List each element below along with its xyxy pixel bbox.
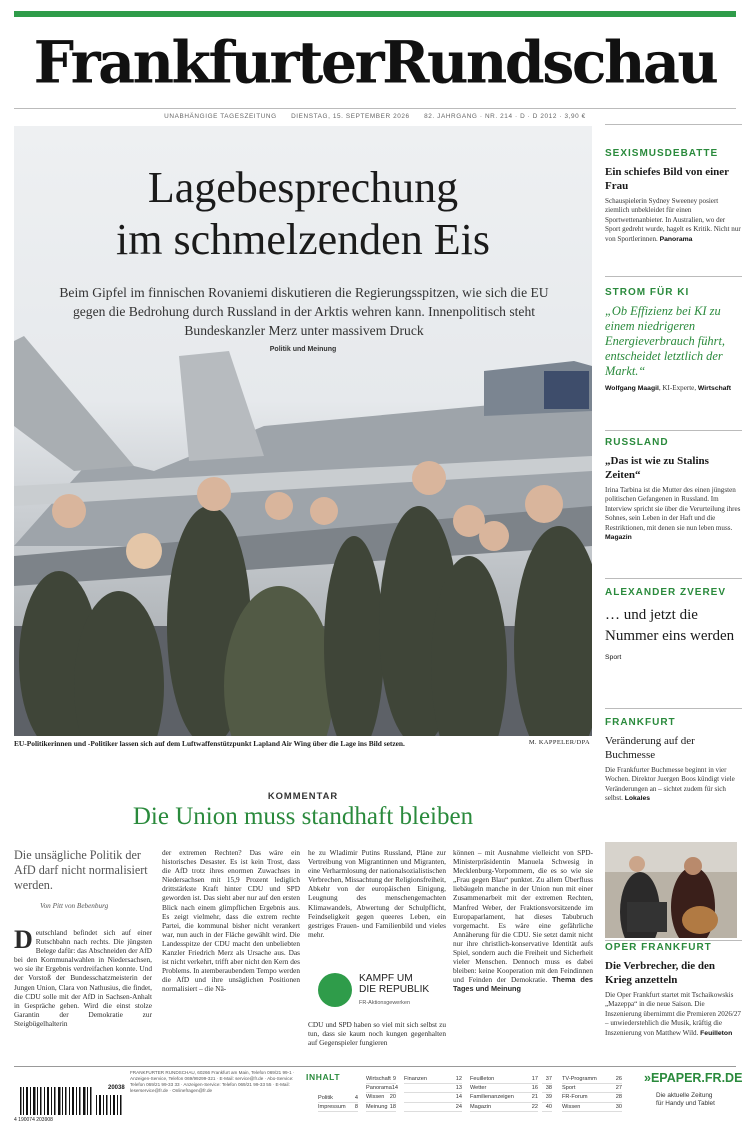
sidebar-text — [605, 991, 742, 1038]
inhalt-label: INHALT — [306, 1072, 341, 1082]
sidebar-text — [605, 486, 742, 542]
sidebar-divider — [605, 708, 742, 709]
index-page: 13 — [455, 1085, 462, 1092]
index-entry[interactable] — [470, 1103, 538, 1112]
dateline-tagline: UNABHÄNGIGE TAGESZEITUNG — [164, 113, 277, 120]
index-label: Wirtschaft — [366, 1076, 391, 1082]
index-page: 24 — [455, 1103, 462, 1110]
index-entry[interactable] — [542, 1084, 552, 1093]
sidebar-divider — [605, 430, 742, 431]
index-page: 40 — [545, 1103, 552, 1110]
sidebar-body: Die Frankfurter Buchmesse beginnt in vier Wochen. Direktor Juergen Boos kündigt viele Veränderungen an – sichtet zudem für sich selbst. — [605, 766, 735, 803]
sidebar-ref: Sport — [605, 654, 622, 661]
sidebar-headline: … und jetzt die Nummer eins werden — [605, 607, 735, 644]
index-column-5 — [542, 1075, 552, 1112]
sidebar-headline: Die Verbrecher, die den Krieg anzetteln — [605, 960, 715, 986]
kampf-um-die-republik-logo[interactable] — [318, 973, 446, 1011]
kommentar-col4-text: können – mit Ausnahme vielleicht von SPD-Ministerpräsidentin Manuela Schwesig in Mecklenburg-Vorpommern, die es so wie sie „Frau gegen Blau“ punktet. Zu allem Überfluss liebäugeln manche in der Union nun mit einer Zusammenarbeit mit der extremen Rechten, Manfred Weber, der Fraktionsvorsitzende im Europaparlament, hat dieses Tabubruch vorgemacht. Es wäre eine gefährliche Annäherung für die CDU. Sie setzt damit nicht nur ihre christlich-konservative Identität aufs Spiel, sondern auch die Freiheit und Sicherheit vieler Menschen. Dennoch muss es dabei bleiben: keine Kooperation mit den Feindinnen und Feinden der Demokratie. — [453, 848, 593, 985]
index-entry[interactable] — [470, 1075, 538, 1084]
index-entry[interactable] — [470, 1093, 538, 1102]
index-entry[interactable] — [404, 1093, 462, 1102]
kommentar-headline[interactable]: Die Union muss standhaft bleiben — [132, 803, 474, 830]
sidebar-divider — [605, 578, 742, 579]
sidebar-ref: Panorama — [659, 235, 693, 243]
sidebar-item-zverev[interactable] — [605, 587, 742, 662]
index-label: Feuilleton — [470, 1076, 495, 1082]
index-label: Impressum — [318, 1104, 346, 1111]
hero-headline-line2: im schmelzenden Eis — [116, 215, 490, 264]
barcode-digits: 4 190074 203908 — [14, 1117, 53, 1123]
index-label: Wissen — [562, 1103, 581, 1110]
index-page: 21 — [531, 1094, 538, 1101]
kommentar-column-3b: CDU und SPD haben so viel mit sich selbst zu tun, dass sie kaum noch kungen gegenhalten auf Gegenspieler fungieren — [308, 1020, 446, 1048]
index-page: 17 — [531, 1076, 538, 1082]
photo-credit: M. KAPPELER/DPA — [528, 739, 590, 746]
index-entry[interactable] — [562, 1084, 622, 1093]
index-page: 4 — [354, 1095, 358, 1101]
dropcap: D — [14, 925, 33, 954]
sidebar-quote: „Ob Effizienz bei KI zu einem niedrigeren Energieverbrauch führt, entscheidet letztlich der Markt.“ — [605, 304, 725, 378]
sidebar-ref: Wirtschaft — [697, 385, 732, 392]
sidebar-item-frankfurt[interactable] — [605, 717, 742, 804]
hero-headline-line1: Lagebesprechung — [147, 163, 459, 212]
index-entry[interactable] — [404, 1084, 462, 1093]
index-entry[interactable] — [562, 1103, 622, 1112]
kommentar-col1-text: eutschland befindet sich auf einer Rutschbahn nach rechts. Die jüngsten Belege dafür: das Abschneiden der AfD bei den Kommunalwahlen in Niedersachsen, wo sie ihr Ergebnis verdreifachen konnte. Und der Vorstoß der Bundesschatzmeisterin der Jungen Union, Clara von Nathusius, die findet, die CDU solle mit der AfD in Sachsen-Anhalt in Gespräche gehen. Wird die einst stolze Garantin der Demokratie zur Steigbügelhalterin — [14, 928, 152, 1028]
epaper-arrow-icon: » — [644, 1071, 651, 1085]
sidebar-text — [605, 766, 742, 804]
sidebar-kicker: FRANKFURT — [605, 717, 676, 728]
index-label: Meinung — [366, 1103, 388, 1110]
index-label: Finanzen — [404, 1076, 428, 1082]
index-page: 37 — [545, 1076, 552, 1082]
epaper-sub-line1: Die aktuelle Zeitung — [656, 1092, 713, 1099]
epaper-subtext — [656, 1092, 715, 1108]
kommentar-column-3 — [308, 848, 446, 939]
photo-caption — [14, 739, 592, 748]
barcode-icon — [18, 1087, 126, 1119]
dateline — [0, 113, 750, 120]
index-column-6 — [562, 1075, 622, 1112]
sidebar-body: Die Oper Frankfurt startet mit Tschaikowskis „Mazeppa“ in die neue Saison. Die Inszenierung übernimmt die Premieren 2026/27 – unwiederstehlich die Musik, kräftig die Inszenierung von Matthew Wild. — [605, 991, 741, 1037]
index-entry[interactable] — [366, 1103, 396, 1112]
dateline-date: DIENSTAG, 15. SEPTEMBER 2026 — [291, 113, 410, 120]
sidebar-ref: Lokales — [624, 795, 651, 803]
index-entry[interactable] — [404, 1103, 462, 1112]
index-label: Familienanzeigen — [470, 1094, 514, 1101]
republik-emblem-icon — [318, 973, 352, 1007]
epaper-link[interactable] — [644, 1071, 742, 1085]
hero-deck: Beim Gipfel im finnischen Rovaniemi diskutieren die Regierungsspitzen, wie sich die EU gegen die Bedrohung durch Russland in der Arktis wehren kann. Innenpolitisch steht Bundeskanzler Merz unter massivem Druck — [59, 285, 549, 338]
index-page: 12 — [455, 1076, 462, 1082]
index-page: 38 — [545, 1085, 552, 1092]
logo-line1: KAMPF UM — [359, 973, 413, 984]
sidebar-divider — [605, 276, 742, 277]
index-page: 14 — [455, 1094, 462, 1101]
index-column-2 — [366, 1075, 399, 1112]
index-page: 18 — [389, 1103, 396, 1110]
kommentar-column-2: der extremen Rechten? Das wäre ein historisches Desaster. Es ist kein Trost, dass die AfD trotz ihres enormen Zuwachses in Niedersachsen mit 15,9 Prozent lediglich drittstärkste Kraft hinter CDU und SPD geworden ist. Das sieht aber nur auf den ersten Blick nach einem glimpflichen Ergebnis aus. Es zeigt vielmehr, dass die extrem rechte Partei, die kommunal bisher nicht verankert war, nun auch in der Fläche gewählt wird. Die Landesspitze der CDU macht den unbeliebten Kanzler Friedrich Merz als Ursache aus. Das ist nicht verkehrt, trifft aber nicht den Kern des Problems. In atemberaubendem Tempo werden die AfD und ihre unsäglichen Positionen normalisiert – die Nä- — [162, 848, 300, 994]
logo-subtext: FR-Aktionsgewerken — [359, 1000, 411, 1006]
index-entry[interactable] — [366, 1084, 399, 1093]
sidebar-body: Irina Tarbina ist die Mutter des einen jüngsten politischen Gefangenen in Russland. Im Interview spricht sie über die Verurteilung ihres Sohnes, sein Leben in der Haft und die Restriktionen, mit denen sie nun leben muss. — [605, 486, 741, 532]
index-page: 8 — [354, 1104, 358, 1111]
sidebar-headline: Veränderung auf der Buchmesse — [605, 735, 695, 761]
sidebar-kicker: OPER FRANKFURT — [605, 942, 712, 953]
epaper-sub-line2: für Handy und Tablet — [656, 1100, 715, 1107]
index-label: Politik — [318, 1095, 333, 1101]
kommentar-column-4 — [453, 848, 593, 994]
kommentar-ref: Thema des Tages und Meinung — [453, 975, 593, 994]
quote-author-role: , KI-Experte, — [658, 384, 697, 392]
oper-photo-illustration — [605, 842, 737, 938]
hero-section-ref[interactable]: Politik und Meinung — [269, 346, 337, 353]
sidebar-item-oper[interactable] — [605, 942, 742, 1038]
caption-text: EU-Politikerinnen und -Politiker lassen sich auf dem Luftwaffenstützpunkt Lapland Air Wing über die Lage ins Bild setzen. — [14, 739, 405, 748]
index-page: 22 — [531, 1103, 538, 1110]
index-label: Wissen — [366, 1094, 385, 1101]
kommentar-author: Von Pitt von Bebenburg — [40, 902, 109, 910]
index-page: 20 — [389, 1094, 396, 1101]
index-entry[interactable] — [366, 1075, 396, 1084]
index-label: Wetter — [470, 1085, 487, 1092]
index-entry[interactable] — [542, 1093, 552, 1102]
index-entry[interactable] — [470, 1084, 538, 1093]
index-entry[interactable] — [366, 1093, 396, 1102]
index-page: 30 — [615, 1103, 622, 1110]
kommentar-col3-text: he zu Wladimir Putins Russland, Pläne zur Vertreibung von Migrantinnen und Migranten, eine Verharmlosung der nationalsozialistischen Verbrechen, Missachtung der Religionsfreiheit, Abkehr von der europäischen Einigung, Leugnung des menschengemachten Klimawandels, Abwertung der Schulpflicht, Feindseligkeit gegen queeres Leben, ein gestriges Frauen- und Familienbild und vieles mehr. — [308, 848, 446, 939]
index-label: Sport — [562, 1085, 576, 1092]
index-label: FR-Forum — [562, 1094, 588, 1101]
sidebar-item-russland[interactable] — [605, 437, 742, 542]
sidebar-ref: Feuilleton — [700, 1029, 733, 1037]
index-label: Panorama — [366, 1085, 392, 1092]
index-column-3 — [404, 1075, 462, 1112]
index-entry[interactable] — [562, 1075, 622, 1084]
index-label: TV-Programm — [562, 1076, 597, 1082]
index-column-4 — [470, 1075, 538, 1112]
index-entry[interactable] — [318, 1094, 358, 1103]
index-page: 14 — [391, 1085, 399, 1092]
index-page: 39 — [545, 1094, 552, 1101]
sidebar-ref: Magazin — [605, 534, 632, 542]
sidebar-kicker: RUSSLAND — [605, 437, 669, 448]
sidebar-item-sexismusdebatte[interactable] — [605, 148, 742, 244]
barcode-number: 20038 — [108, 1085, 125, 1091]
sidebar-text — [605, 197, 742, 244]
sidebar-divider — [605, 940, 742, 941]
index-page: 28 — [615, 1094, 622, 1101]
sidebar-kicker: SEXISMUSDEBATTE — [605, 148, 719, 159]
index-column-1 — [318, 1094, 358, 1112]
sidebar-kicker: ALEXANDER ZVEREV — [605, 587, 727, 598]
hero-photo[interactable] — [14, 126, 592, 736]
index-entry[interactable] — [562, 1093, 622, 1102]
index-page: 27 — [615, 1085, 622, 1092]
sidebar-attribution — [605, 384, 742, 393]
index-page: 16 — [531, 1085, 538, 1092]
index-page: 26 — [615, 1076, 622, 1082]
index-entry[interactable] — [404, 1075, 462, 1084]
masthead-divider — [14, 108, 736, 109]
top-accent-bar — [14, 11, 736, 17]
logo-text — [359, 973, 429, 995]
hero-headline[interactable] — [14, 162, 592, 266]
masthead-logo[interactable]: FrankfurterRundschau — [33, 28, 717, 97]
oper-photo[interactable] — [605, 842, 737, 938]
dateline-issue: 82. JAHRGANG · NR. 214 · D · D 2012 · 3,90 € — [424, 113, 586, 120]
sidebar-body: Schauspielerin Sydney Sweeney posiert ziemlich unbekleidet für einen Sportwettenanbieter. In Australien, wo der Sport gedreht wurde, hagelt es Kritik. Nicht nur von Sportlerinnen. — [605, 197, 741, 243]
sidebar-headline: „Das ist wie zu Stalins Zeiten“ — [605, 455, 709, 481]
index-entry[interactable] — [542, 1075, 552, 1084]
index-entry[interactable] — [542, 1103, 552, 1112]
quote-author: Wolfgang Maagil — [605, 385, 659, 392]
sidebar-kicker: STROM FÜR KI — [605, 287, 690, 298]
epaper-label: EPAPER.FR.DE — [650, 1071, 743, 1085]
logo-line2: DIE REPUBLIK — [359, 984, 430, 995]
sidebar-item-strom-fuer-ki[interactable] — [605, 287, 742, 393]
index-page: 9 — [392, 1076, 396, 1082]
sidebar-headline: Ein schiefes Bild von einer Frau — [605, 166, 729, 192]
kommentar-column-1 — [14, 925, 152, 1028]
kommentar-lead: Die unsägliche Politik der AfD darf nicht normalisiert werden. — [14, 848, 148, 892]
sidebar-divider — [605, 124, 742, 125]
kommentar-kicker: KOMMENTAR — [267, 790, 339, 801]
publisher-address: FRANKFURTER RUNDSCHAU, 60266 Frankfurt am Main, Telefon 069/21 99-1 · Anzeigen-Service, Telefon 069/99299-321 · E-Mail: service@fr.de · Abo-Service: Telefon 069/21 99-33 33 · Anzeigen-Service: Telefon 069/21 99-33 55 · E-Mail: leserservice@fr.de · Onlinefragen@fr.de — [130, 1070, 295, 1093]
index-label: Magazin — [470, 1103, 492, 1110]
index-entry[interactable] — [318, 1103, 358, 1112]
